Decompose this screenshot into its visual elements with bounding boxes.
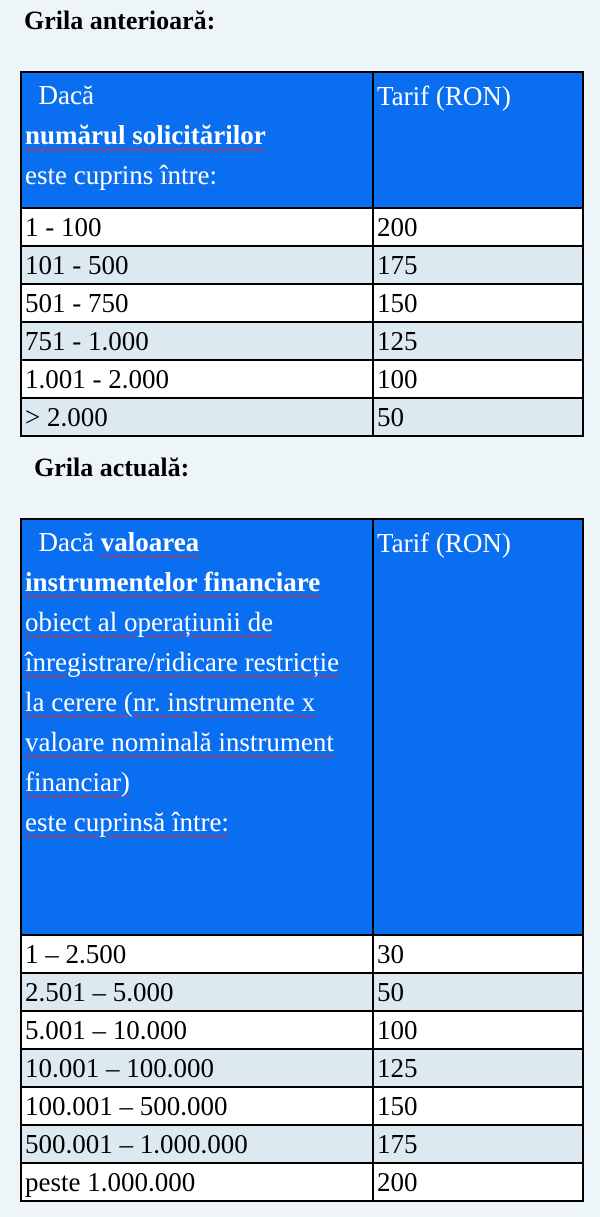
table-row (21, 1087, 583, 1125)
table-row (21, 208, 583, 246)
previous-tariff-rows (21, 208, 583, 436)
table-row (21, 322, 583, 360)
tariff-cell: 175 (373, 1125, 583, 1163)
tariff-cell: 125 (373, 322, 583, 360)
range-cell: 1.001 - 2.000 (21, 360, 373, 398)
table-row (21, 1049, 583, 1087)
section-title-current-grid: Grila actuală: (34, 453, 190, 482)
previous-tariff-table (20, 71, 584, 437)
table-row (21, 360, 583, 398)
header-intro-text: Dacă (38, 527, 94, 557)
range-cell: 501 - 750 (21, 284, 373, 322)
table-row (21, 1163, 583, 1201)
header-bold-text: numărul solicitărilor (25, 120, 266, 150)
table-row (21, 1125, 583, 1163)
table-header-row (21, 72, 583, 208)
table-row (21, 284, 583, 322)
header-bold-text: valoarea instrumentelor financiare (25, 527, 321, 597)
range-cell: 500.001 – 1.000.000 (21, 1125, 373, 1163)
table-row (21, 935, 583, 973)
current-tariff-table (20, 518, 584, 1202)
table-row (21, 246, 583, 284)
tariff-cell: 100 (373, 1011, 583, 1049)
tariff-cell: 50 (373, 973, 583, 1011)
tariff-cell: 150 (373, 284, 583, 322)
range-cell: 101 - 500 (21, 246, 373, 284)
tariff-cell: 30 (373, 935, 583, 973)
header-end-text: este cuprins între: (25, 160, 217, 190)
header-intro-text: Dacă (38, 80, 94, 110)
tariff-cell: 50 (373, 398, 583, 436)
range-cell: 100.001 – 500.000 (21, 1087, 373, 1125)
tariff-cell: 125 (373, 1049, 583, 1087)
header-condition-cell (21, 519, 373, 935)
range-cell: 1 – 2.500 (21, 935, 373, 973)
range-cell: peste 1.000.000 (21, 1163, 373, 1201)
range-cell: 10.001 – 100.000 (21, 1049, 373, 1087)
table-header-row (21, 519, 583, 935)
range-cell: 751 - 1.000 (21, 322, 373, 360)
header-tariff-cell: Tarif (RON) (373, 72, 583, 208)
header-description-text: obiect al operațiunii de înregistrare/ridicare restricție la cerere (nr. instrumente x valoare nominală instrument financiar) (25, 607, 340, 797)
tariff-cell: 100 (373, 360, 583, 398)
header-condition-cell (21, 72, 373, 208)
range-cell: > 2.000 (21, 398, 373, 436)
header-tariff-cell: Tarif (RON) (373, 519, 583, 935)
table-row (21, 1011, 583, 1049)
tariff-cell: 200 (373, 1163, 583, 1201)
range-cell: 1 - 100 (21, 208, 373, 246)
range-cell: 2.501 – 5.000 (21, 973, 373, 1011)
table-row (21, 398, 583, 436)
range-cell: 5.001 – 10.000 (21, 1011, 373, 1049)
table-row (21, 973, 583, 1011)
tariff-cell: 200 (373, 208, 583, 246)
tariff-cell: 175 (373, 246, 583, 284)
header-end-text: este cuprinsă între: (25, 807, 229, 837)
section-title-previous-grid: Grila anterioară: (24, 6, 216, 35)
tariff-cell: 150 (373, 1087, 583, 1125)
current-tariff-rows (21, 935, 583, 1201)
